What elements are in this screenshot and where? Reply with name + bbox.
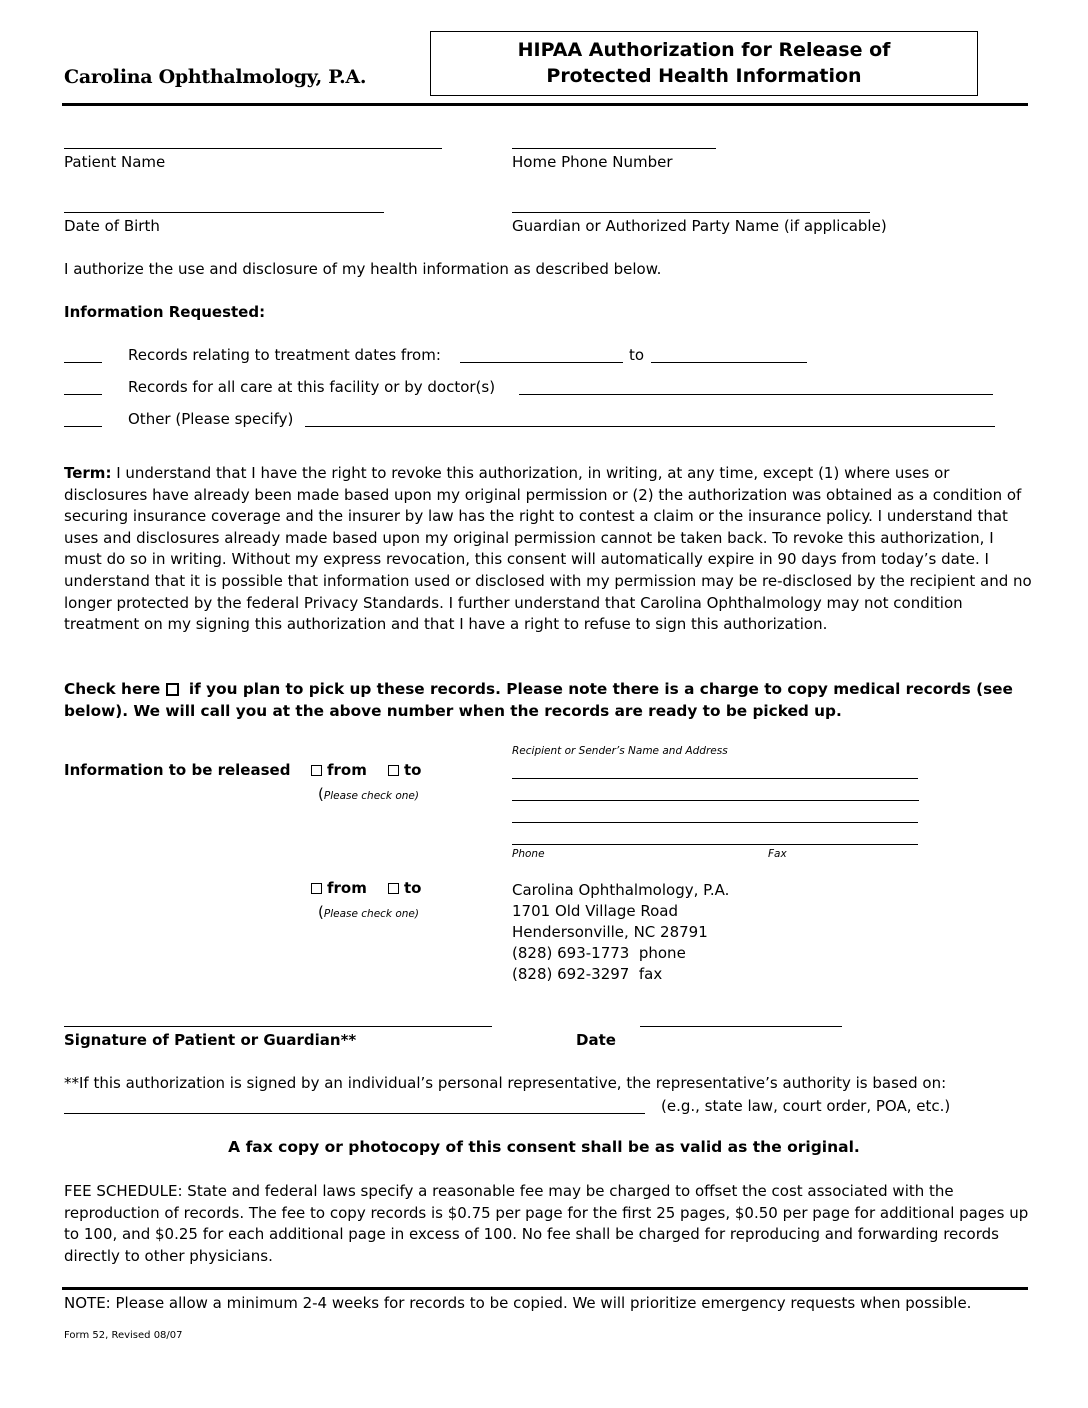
title-box: [430, 31, 978, 96]
term-paragraph: [64, 463, 1034, 636]
office-fax: (828) 692-3297 fax: [512, 965, 663, 983]
option-1-blank[interactable]: [64, 362, 102, 363]
pickup-checkbox[interactable]: [166, 683, 179, 696]
to-checkbox-2[interactable]: [388, 883, 399, 894]
guardian-field[interactable]: [512, 212, 870, 213]
to-label-2: to: [404, 879, 422, 897]
term-text: I understand that I have the right to revoke this authorization, in writing, at any time, except (1) where uses or disclosures have already been made based upon my original permission or (2) the authorization was obtained as a condition of securing insurance coverage and the insurer by law has the right to contest a claim or the insurance policy. I understand that uses and disclosures already made based upon my original permission cannot be taken back. To revoke this authorization, I must do so in writing. Without my express revocation, this consent will automatically expire in 90 days from today’s date. I understand that it is possible that information used or disclosed with my permission may be re-disclosed by the recipient and no longer protected by the federal Privacy Standards. I further understand that Carolina Ophthalmology may not condition treatment on my signing this authorization and that I have a right to refuse to sign this authorization.: [64, 464, 1032, 634]
option-3-label: Other (Please specify): [128, 410, 294, 428]
to-label-1: to: [404, 761, 422, 779]
office-name: Carolina Ophthalmology, P.A.: [512, 881, 730, 899]
dob-label: Date of Birth: [64, 217, 160, 235]
representative-authority-field[interactable]: [64, 1113, 645, 1114]
treatment-to-field[interactable]: [651, 362, 807, 363]
company-name: Carolina Ophthalmology, P.A.: [64, 66, 367, 88]
fee-schedule-paragraph: [64, 1181, 1034, 1267]
doctor-field[interactable]: [519, 394, 993, 395]
guardian-label: Guardian or Authorized Party Name (if applicable): [512, 217, 887, 235]
recipient-line-4[interactable]: [512, 844, 918, 845]
from-label-1: from: [327, 761, 367, 779]
option-2-label: Records for all care at this facility or by doctor(s): [128, 378, 496, 396]
recipient-line-3[interactable]: [512, 822, 918, 823]
from-checkbox-2[interactable]: [311, 883, 322, 894]
info-requested-heading: Information Requested:: [64, 303, 266, 321]
patient-name-label: Patient Name: [64, 153, 166, 171]
from-checkbox-1[interactable]: [311, 765, 322, 776]
dob-field[interactable]: [64, 212, 384, 213]
representative-text: **If this authorization is signed by an individual’s personal representative, the representative’s authority is based on:: [64, 1074, 947, 1092]
fax-notice: A fax copy or photocopy of this consent shall be as valid as the original.: [228, 1138, 860, 1156]
release-label: Information to be released: [64, 761, 291, 779]
option-1-label: Records relating to treatment dates from:: [128, 346, 441, 364]
option-1-to-label: to: [629, 346, 645, 364]
title-line-2: Protected Health Information: [546, 65, 862, 87]
check-one-paren-1: (: [318, 785, 324, 803]
option-3-blank[interactable]: [64, 426, 102, 427]
title-line-1: HIPAA Authorization for Release of: [517, 39, 891, 61]
patient-name-field[interactable]: [64, 148, 442, 149]
release-to-option-1[interactable]: [388, 761, 421, 779]
treatment-from-field[interactable]: [460, 362, 623, 363]
release-to-option-2[interactable]: [388, 879, 421, 897]
office-street: 1701 Old Village Road: [512, 902, 678, 920]
fee-text: State and federal laws specify a reasonable fee may be charged to offset the cost associated with the reproduction of records. The fee to copy records is $0.75 per page for the first 25 pages, $0.50 per page for additional pages up to 100, and $0.25 for each additional page in excess of 100. No fee shall be charged for reproducing and forwarding records directly to other physicians.: [64, 1182, 1029, 1265]
form-id: Form 52, Revised 08/07: [64, 1330, 183, 1341]
authorize-statement: I authorize the use and disclosure of my health information as described below.: [64, 260, 662, 278]
note-text: NOTE: Please allow a minimum 2-4 weeks for records to be copied. We will prioritize emergency requests when possible.: [64, 1294, 972, 1312]
date-label: Date: [576, 1031, 616, 1049]
fax-label: Fax: [768, 848, 787, 860]
fee-lead: FEE SCHEDULE:: [64, 1182, 183, 1200]
signature-label: Signature of Patient or Guardian**: [64, 1031, 357, 1049]
recipient-label: Recipient or Sender’s Name and Address: [512, 745, 728, 757]
recipient-line-2[interactable]: [512, 800, 919, 801]
footer-rule: [62, 1287, 1028, 1290]
other-specify-field[interactable]: [305, 426, 995, 427]
from-label-2: from: [327, 879, 367, 897]
check-one-text-2: Please check one): [323, 908, 419, 920]
to-checkbox-1[interactable]: [388, 765, 399, 776]
pickup-prefix: Check here: [64, 680, 161, 698]
home-phone-label: Home Phone Number: [512, 153, 673, 171]
check-one-paren-2: (: [318, 903, 324, 921]
representative-examples: (e.g., state law, court order, POA, etc.): [661, 1097, 951, 1115]
header-rule: [62, 103, 1028, 106]
signature-field[interactable]: [64, 1026, 492, 1027]
check-one-text-1: Please check one): [323, 790, 419, 802]
recipient-line-1[interactable]: [512, 778, 918, 779]
pickup-paragraph: [64, 679, 1034, 722]
check-one-note-2: [318, 903, 419, 921]
home-phone-field[interactable]: [512, 148, 716, 149]
office-city: Hendersonville, NC 28791: [512, 923, 708, 941]
phone-label: Phone: [512, 848, 545, 860]
pickup-suffix: if you plan to pick up these records. Please note there is a charge to copy medical records (see below). We will call you at the above number when the records are ready to be picked up.: [64, 680, 1013, 720]
office-address: [512, 880, 729, 985]
date-field[interactable]: [640, 1026, 842, 1027]
term-lead: Term:: [64, 464, 112, 482]
office-phone: (828) 693-1773 phone: [512, 944, 686, 962]
check-one-note-1: [318, 785, 419, 803]
release-from-option-2[interactable]: [311, 879, 367, 897]
option-2-blank[interactable]: [64, 394, 102, 395]
release-from-option-1[interactable]: [311, 761, 367, 779]
